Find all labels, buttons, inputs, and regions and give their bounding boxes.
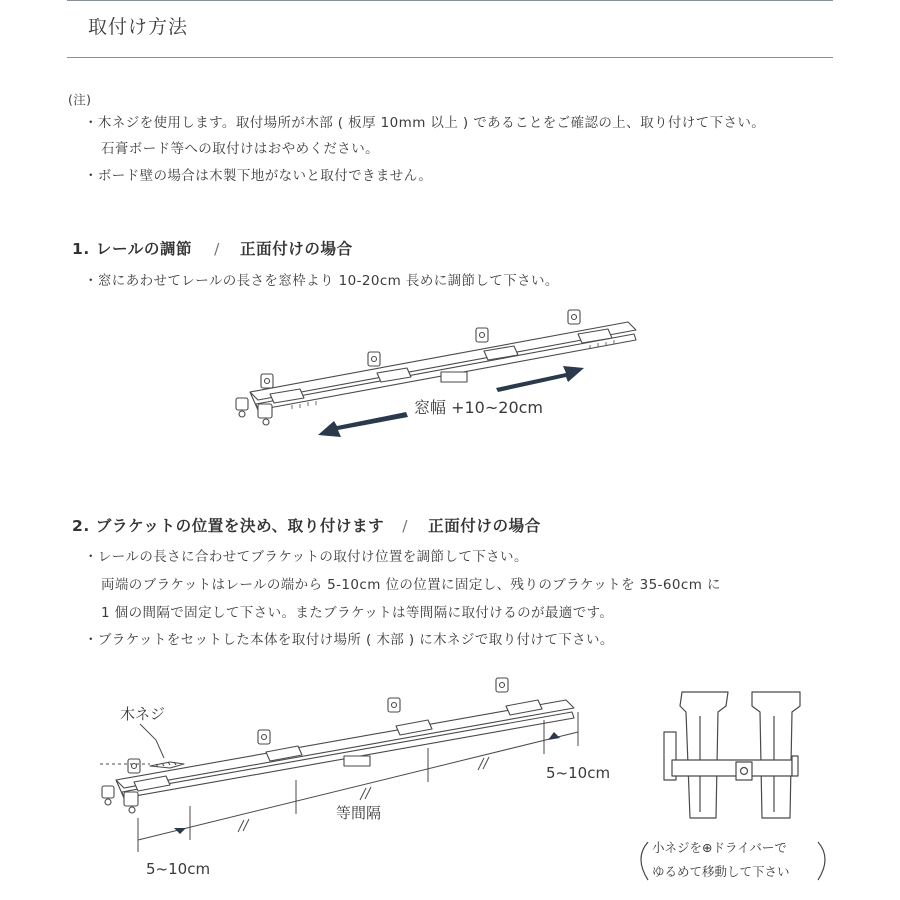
step2-line-4: ・ブラケットをセットした本体を取付け場所 ( 木部 ) に木ネジで取り付けて下さい。 bbox=[84, 632, 614, 648]
step1-text: ・窓にあわせてレールの長さを窓枠より 10-20cm 長めに調節して下さい。 bbox=[84, 273, 559, 289]
step1-subtitle: 正面付けの場合 bbox=[240, 240, 353, 258]
note-line-1: ・木ネジを使用します。取付場所が木部 ( 板厚 10mm 以上 ) であることをご確認の上、取り付けて下さい。 bbox=[84, 115, 766, 131]
note-line-2: 石膏ボード等への取付けはおやめください。 bbox=[101, 141, 379, 157]
step2-line-2: 両端のブラケットはレールの端から 5-10cm 位の位置に固定し、残りのブラケットを 35-60cm に bbox=[101, 577, 721, 593]
page-title: 取付け方法 bbox=[88, 16, 189, 38]
right-offset-label: 5~10cm bbox=[546, 764, 611, 782]
step1-separator: / bbox=[214, 240, 220, 258]
detail-caption-line-2: ゆるめて移動して下さい bbox=[652, 864, 790, 879]
interval-label: 等間隔 bbox=[336, 804, 382, 822]
small-screw-icon bbox=[741, 768, 748, 775]
step2-separator: / bbox=[402, 517, 409, 535]
step1-diagram-label: 窓幅 +10~20cm bbox=[414, 398, 544, 417]
step2-title: 2. ブラケットの位置を決め、取り付けます bbox=[72, 517, 385, 535]
note-line-3: ・ボード壁の場合は木製下地がないと取付できません。 bbox=[84, 168, 433, 184]
step2-subtitle: 正面付けの場合 bbox=[428, 517, 541, 535]
step2-line-1: ・レールの長さに合わせてブラケットの取付け位置を調節して下さい。 bbox=[84, 549, 528, 565]
left-offset-label: 5~10cm bbox=[146, 860, 211, 878]
step2-line-3: 1 個の間隔で固定して下さい。またブラケットは等間隔に取付けるのが最適です。 bbox=[101, 605, 614, 621]
screw-label: 木ネジ bbox=[120, 705, 166, 723]
note-heading: (注) bbox=[68, 92, 92, 107]
step1-title: 1. レールの調節 bbox=[72, 240, 193, 258]
detail-caption-line-1: 小ネジを⊕ドライバーで bbox=[652, 840, 787, 855]
